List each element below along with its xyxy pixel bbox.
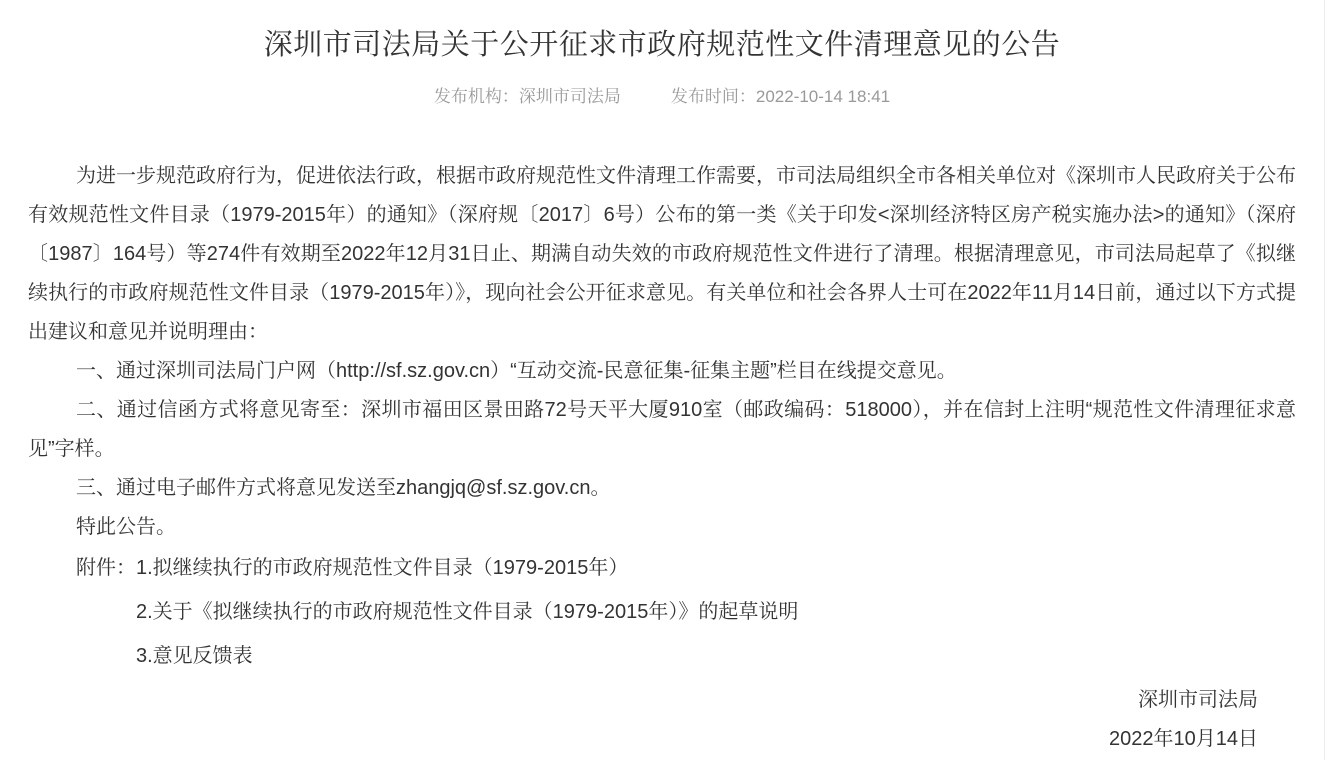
intro-paragraph: 为进一步规范政府行为，促进依法行政，根据市政府规范性文件清理工作需要，市司法局组织全市各相关单位对《深圳市人民政府关于公布有效规范性文件目录（1979-2015年）的通知》（深府规〔2017〕6号）公布的第一类《关于印发<深圳经济特区房产税实施办法>的通知》（深府〔1987〕164号）等274件有效期至2022年12月31日止、期满自动失效的市政府规范性文件进行了清理。根据清理意见，市司法局起草了《拟继续执行的市政府规范性文件目录（1979-2015年）》，现向社会公开征求意见。有关单位和社会各界人士可在2022年11月14日前，通过以下方式提出建议和意见并说明理由： [28, 164, 1296, 343]
attachment-item-3: 3.意见反馈表 [136, 644, 253, 667]
publish-time-value: 2022-10-14 18:41 [755, 86, 891, 106]
publish-agency [434, 87, 621, 106]
publish-meta [0, 86, 1324, 108]
method-item-online: 一、通过深圳司法局门户网（http://sf.sz.gov.cn）“互动交流-民意征集-征集主题”栏目在线提交意见。 [76, 359, 957, 382]
signature-agency: 深圳市司法局 [1138, 688, 1258, 711]
signature-date: 2022年10月14日 [1109, 727, 1258, 750]
document-body [0, 157, 1324, 759]
publish-time [671, 87, 890, 106]
attachment-item-2: 2.关于《拟继续执行的市政府规范性文件目录（1979-2015年）》的起草说明 [136, 600, 799, 623]
closing-line: 特此公告。 [76, 515, 176, 538]
publish-agency-value: 深圳市司法局 [518, 86, 621, 106]
attachments-label: 附件： [76, 556, 136, 579]
attachments-list [136, 547, 798, 677]
method-item-email: 三、通过电子邮件方式将意见发送至zhangjq@sf.sz.gov.cn。 [76, 476, 611, 499]
attachment-item-1: 1.拟继续执行的市政府规范性文件目录（1979-2015年） [136, 556, 629, 579]
publish-time-label: 发布时间： [670, 86, 756, 106]
page-title: 深圳市司法局关于公开征求市政府规范性文件清理意见的公告 [263, 29, 1061, 61]
attachments-block [28, 547, 1296, 677]
method-item-mail: 二、通过信函方式将意见寄至：深圳市福田区景田路72号天平大厦910室（邮政编码：518000），并在信封上注明“规范性文件清理征求意见”字样。 [28, 398, 1296, 460]
publish-agency-label: 发布机构： [433, 86, 519, 106]
signature-block [28, 681, 1296, 759]
